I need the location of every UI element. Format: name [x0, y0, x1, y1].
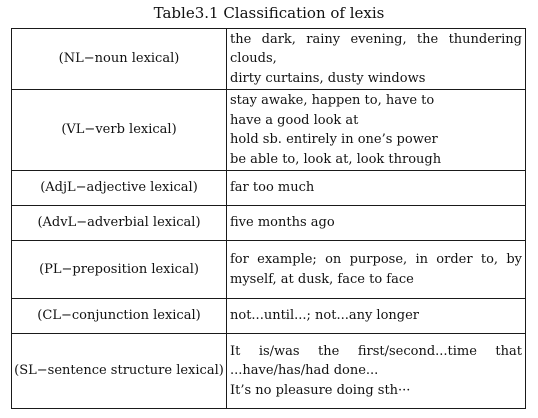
example-line: dirty curtains, dusty windows [230, 70, 426, 86]
example-line: five months ago [230, 215, 335, 231]
table-row-adverbial-lexical [12, 206, 526, 241]
examples-cell [227, 29, 526, 90]
table-row-conjunction-lexical [12, 299, 526, 334]
examples-cell [227, 90, 526, 171]
table-row-noun-lexical [12, 29, 526, 90]
example-line: not...until...; not...any longer [230, 308, 420, 324]
examples-cell [227, 206, 526, 241]
examples-cell [227, 299, 526, 334]
table-row-preposition-lexical [12, 241, 526, 299]
lexis-classification-table [11, 28, 526, 409]
category-cell: (PL−preposition lexical) [12, 241, 227, 299]
example-line: be able to, look at, look through [230, 151, 442, 167]
table-row-sentence-structure-lexical [12, 334, 526, 409]
examples-cell [227, 241, 526, 299]
category-cell: (CL−conjunction lexical) [12, 299, 227, 334]
table-caption: Table3.1 Classification of lexis [153, 4, 385, 22]
category-cell: (NL−noun lexical) [12, 29, 227, 90]
table-row-verb-lexical [12, 90, 526, 171]
examples-cell [227, 171, 526, 206]
example-line: the dark, rainy evening, the thundering clouds, [230, 31, 522, 67]
example-line: It’s no pleasure doing sth··· [230, 382, 411, 398]
category-cell: (AdvL−adverbial lexical) [12, 206, 227, 241]
example-line: stay awake, happen to, have to [230, 93, 435, 108]
example-line: far too much [230, 180, 315, 196]
example-line: hold sb. entirely in one’s power [230, 132, 438, 147]
category-cell: (SL−sentence structure lexical) [12, 334, 227, 409]
example-line: for example; on purpose, in order to, by myself, at dusk, face to face [230, 252, 522, 287]
table-row-adjective-lexical [12, 171, 526, 206]
example-line: have a good look at [230, 112, 359, 128]
example-line: It is/was the first/second...time that ...have/has/had done... [230, 343, 522, 379]
category-cell: (VL−verb lexical) [12, 90, 227, 171]
examples-cell [227, 334, 526, 409]
category-cell: (AdjL−adjective lexical) [12, 171, 227, 206]
